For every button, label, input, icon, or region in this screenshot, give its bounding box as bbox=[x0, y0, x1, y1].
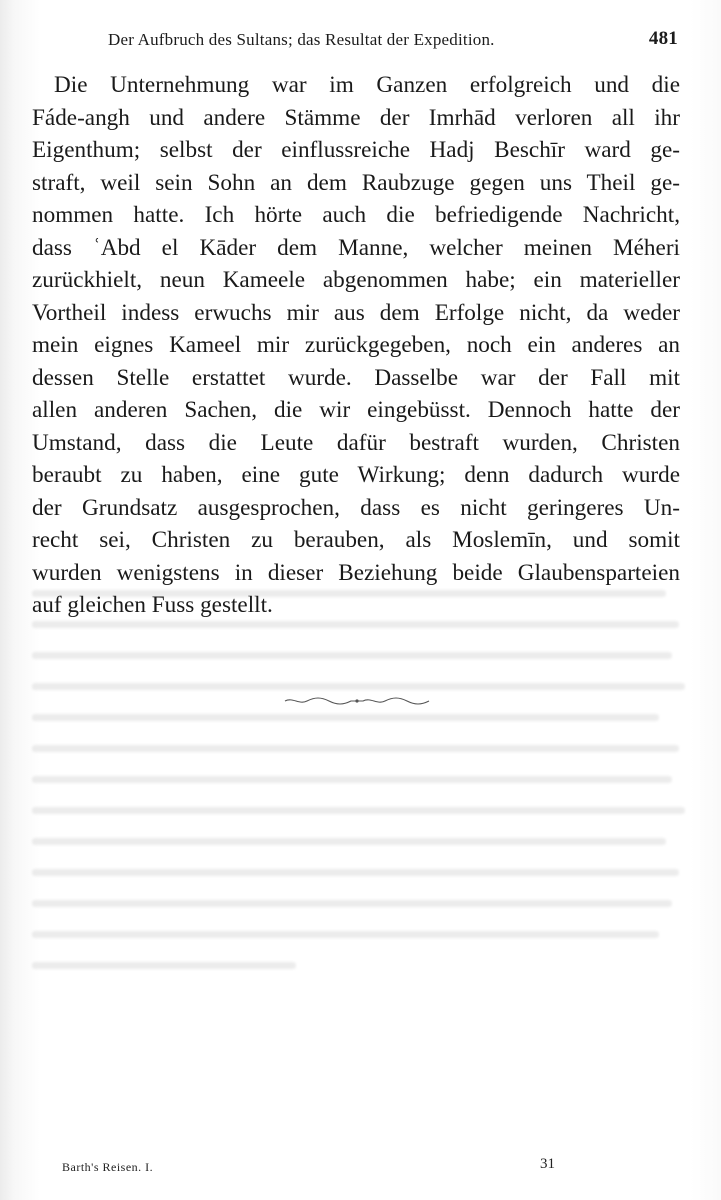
text-line: recht sei, Christen zu berauben, als Moslemīn, und somit bbox=[32, 527, 680, 553]
text-line: Fáde-angh und andere Stämme der Imrhād verloren all ihr bbox=[32, 104, 680, 131]
text-line: auf gleichen Fuss gestellt. bbox=[32, 592, 273, 618]
text-line: beraubt zu haben, eine gute Wirkung; denn dadurch wurde bbox=[32, 462, 680, 488]
text-line: dass ʿAbd el Kāder dem Manne, welcher meinen Méheri bbox=[32, 234, 680, 261]
text-line: Eigenthum; selbst der einflussreiche Hadj Beschīr ward ge- bbox=[32, 137, 680, 163]
printer-signature: Barth's Reisen. I. bbox=[62, 1160, 154, 1174]
text-line: Vortheil indess erwuchs mir aus dem Erfolge nicht, da weder bbox=[32, 299, 680, 326]
text-line: straft, weil sein Sohn an dem Raubzuge gegen uns Theil ge- bbox=[32, 169, 680, 196]
text-line: Die Unternehmung war im Ganzen erfolgreich und die bbox=[54, 72, 680, 98]
text-line: dessen Stelle erstattet wurde. Dasselbe war der Fall mit bbox=[32, 364, 680, 391]
text-line: allen anderen Sachen, die wir eingebüsst. Dennoch hatte der bbox=[32, 397, 680, 423]
text-line: nommen hatte. Ich hörte auch die befriedigende Nachricht, bbox=[32, 202, 680, 228]
page-number: 481 bbox=[648, 28, 678, 49]
section-ornament bbox=[283, 694, 431, 708]
text-line: Umstand, dass die Leute dafür bestraft wurden, Christen bbox=[32, 429, 680, 456]
text-line: der Grundsatz ausgesprochen, dass es nicht geringeres Un- bbox=[32, 494, 680, 521]
sheet-number: 31 bbox=[540, 1156, 555, 1172]
body-paragraph bbox=[32, 69, 680, 622]
text-line: mein eignes Kameel mir zurückgegeben, noch ein anderes an bbox=[32, 332, 680, 358]
show-through-text bbox=[32, 590, 692, 1030]
text-line: wurden wenigstens in dieser Beziehung beide Glaubensparteien bbox=[32, 559, 680, 586]
text-line: zurückhielt, neun Kameele abgenommen habe; ein materieller bbox=[32, 267, 680, 293]
running-head-title: Der Aufbruch des Sultans; das Resultat der Expedition. bbox=[108, 30, 495, 49]
